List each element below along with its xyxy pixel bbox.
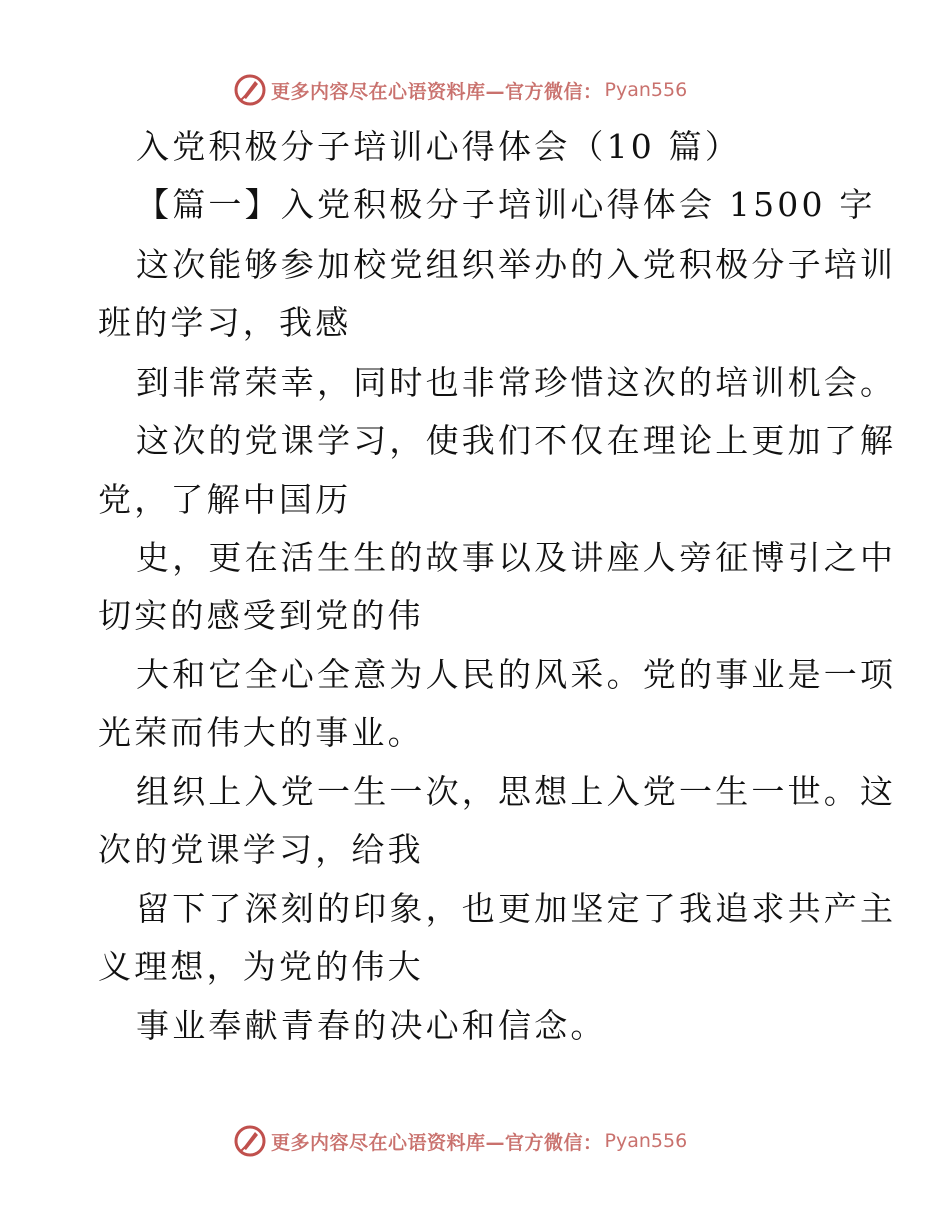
paragraph-line: 义理想，为党的伟大 <box>98 947 424 986</box>
paragraph-line: 留下了深刻的印象，也更加坚定了我追求共产主 <box>136 889 897 928</box>
section-heading: 【篇一】入党积极分子培训心得体会 1500 字 <box>136 185 876 224</box>
watermark-text: 更多内容尽在心语资料库—官方微信： <box>271 1131 603 1154</box>
header-watermark <box>233 73 687 107</box>
paragraph-line: 班的学习，我感 <box>98 303 352 342</box>
watermark-text: 更多内容尽在心语资料库—官方微信： <box>271 80 603 103</box>
paragraph-line: 史，更在活生生的故事以及讲座人旁征博引之中 <box>136 538 897 577</box>
paragraph-line: 大和它全心全意为人民的风采。党的事业是一项 <box>136 655 897 694</box>
footer-watermark <box>233 1124 687 1158</box>
paragraph-line: 这次的党课学习，使我们不仅在理论上更加了解 <box>136 421 897 460</box>
watermark-wechat-id: Pyan556 <box>604 79 688 101</box>
paragraph-line: 事业奉献青春的决心和信念。 <box>136 1006 607 1045</box>
paragraph-line: 组织上入党一生一次，思想上入党一生一世。这 <box>136 772 897 811</box>
paragraph-line: 光荣而伟大的事业。 <box>98 713 424 752</box>
watermark-wechat-id: Pyan556 <box>604 1130 688 1152</box>
paragraph-line: 党，了解中国历 <box>98 480 352 519</box>
paragraph-line: 这次能够参加校党组织举办的入党积极分子培训 <box>136 245 897 284</box>
quill-seal-icon <box>233 73 267 107</box>
paragraph-line: 切实的感受到党的伟 <box>98 596 424 635</box>
document-title: 入党积极分子培训心得体会（10 篇） <box>136 127 742 166</box>
quill-seal-icon <box>233 1124 267 1158</box>
paragraph-line: 到非常荣幸，同时也非常珍惜这次的培训机会。 <box>136 363 897 402</box>
paragraph-line: 次的党课学习，给我 <box>98 830 424 869</box>
